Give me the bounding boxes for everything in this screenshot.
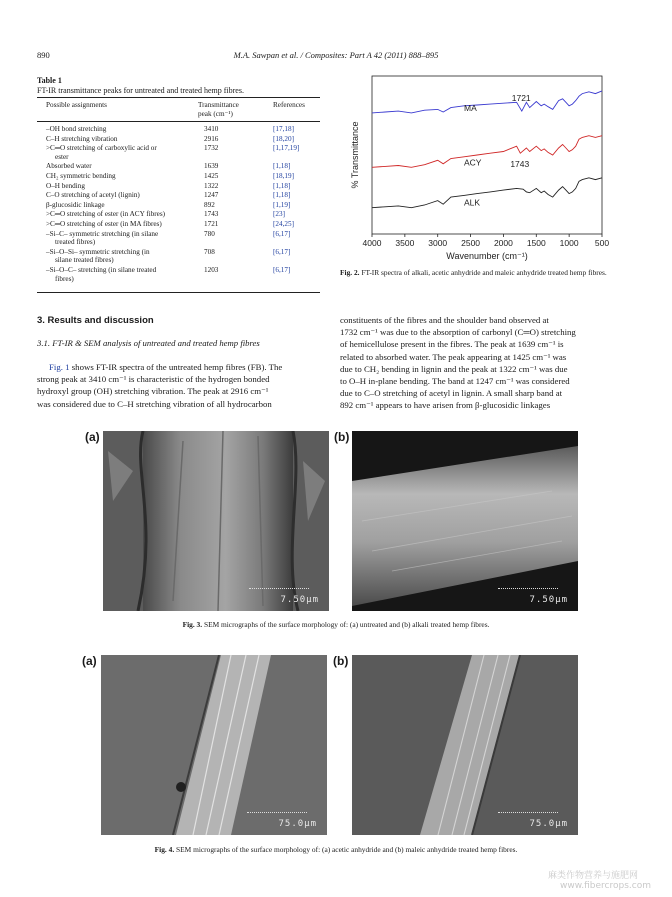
text-line-content: shows FT-IR spectra of the untreated hemp fibres (FB). The: [69, 362, 283, 372]
table-cell-assignment: CH₂ symmetric bending: [46, 172, 116, 180]
fig4-caption: [0, 845, 672, 855]
text-line: constituents of the fibres and the shoulder band observed at: [340, 315, 549, 325]
subsection-heading: 3.1. FT-IR & SEM analysis of untreated and treated hemp fibres: [37, 338, 260, 348]
table-cell-peak: 1247: [204, 191, 219, 200]
ftir-chart: [340, 70, 630, 266]
table-cell-peak: 1203: [204, 266, 219, 274]
table-header-assignments: Possible assignments: [46, 101, 107, 109]
table-cell-reference: [1,18]: [273, 191, 291, 200]
scale-bar: [249, 588, 309, 589]
table-cell-reference: [18,19]: [273, 172, 294, 180]
y-axis-label: % Transmittance: [350, 121, 360, 189]
table-cell-reference: [6,17]: [273, 247, 291, 256]
x-tick-label: 1500: [526, 238, 546, 248]
table-cell-reference: [6,17]: [273, 266, 291, 274]
scale-label-b: 7.50μm: [529, 595, 568, 605]
x-axis-label: Wavenumber (cm⁻¹): [446, 251, 528, 261]
table-cell-assignment-continued: ester: [55, 152, 69, 161]
text-line: [37, 373, 322, 385]
table-cell-peak: 708: [204, 247, 215, 256]
fig2-caption: [340, 268, 630, 278]
table-cell-peak: 1721: [204, 220, 219, 228]
table-cell-peak: 1743: [204, 210, 219, 219]
table-cell-assignment: C–H stretching vibration: [46, 134, 118, 143]
sem-image-maleic-anhydride: [352, 655, 578, 835]
table-cell-assignment-continued: treated fibres): [55, 238, 96, 247]
table-cell-peak: 892: [204, 200, 215, 209]
scale-bar: [498, 812, 558, 813]
scale-bar: [247, 812, 307, 813]
body-text-left: [37, 361, 322, 410]
table-header-rule: [37, 121, 320, 122]
series-label-ma: MA: [464, 102, 477, 113]
scale-bar: [498, 588, 558, 589]
text-line: 892 cm⁻¹ appears to have arisen from β-glucosidic linkages: [340, 400, 551, 411]
table-cell-peak: 1425: [204, 172, 219, 180]
x-tick-label: 500: [594, 238, 610, 248]
text-line: [37, 398, 322, 410]
table-cell-peak: 2916: [204, 134, 219, 143]
text-line-content: hydroxyl group (OH) stretching vibration. The peak at 2916 cm⁻¹: [37, 386, 269, 397]
table-cell-reference: [1,18]: [273, 162, 291, 171]
text-line: related to absorbed water. The peak appearing at 1425 cm⁻¹ was: [340, 351, 567, 362]
table-cell-assignment: –OH bond stretching: [46, 125, 107, 133]
table-cell-assignment: Absorbed water: [46, 162, 92, 171]
table-cell-assignment: >C═O stretching of ester (in ACY fibres): [46, 210, 166, 219]
table-cell-peak: 780: [204, 229, 215, 238]
table-cell-reference: [1,19]: [273, 200, 291, 209]
fig2-caption-text: FT-IR spectra of alkali, acetic anhydride and maleic anhydride treated hemp fibres.: [361, 268, 607, 277]
text-line: [37, 361, 322, 373]
table-cell-reference: [6,17]: [273, 229, 291, 238]
table-caption: FT-IR transmittance peaks for untreated and treated hemp fibres.: [37, 86, 244, 95]
table-cell-peak: 3410: [204, 125, 219, 133]
table-cell-reference: [24,25]: [273, 220, 294, 228]
peak-annotation-ma: 1721: [511, 93, 531, 104]
table-cell-assignment: –Si–C– symmetric stretching (in silane: [46, 229, 159, 238]
text-line: of hemicellulose present in the fibres. The peak at 1639 cm⁻¹ is: [340, 339, 564, 350]
x-tick-label: 3500: [395, 238, 415, 248]
text-line: 1732 cm⁻¹ was due to the absorption of carbonyl (C═O) stretching: [340, 327, 576, 338]
text-line-content: was considered due to C–H stretching vibration of all hydrocarbon: [37, 398, 272, 409]
text-line: [37, 385, 322, 397]
table-cell-assignment-continued: silane treated fibres): [55, 256, 114, 265]
series-label-alk: ALK: [464, 197, 481, 208]
series-line-alk: [372, 178, 602, 208]
table-label: Table 1: [37, 76, 62, 85]
series-label-acy: ACY: [464, 157, 482, 168]
table-cell-assignment-continued: fibres): [55, 274, 74, 283]
page-number: 890: [37, 50, 50, 60]
table-top-rule: [37, 97, 320, 98]
fig4-panel-label-b: (b): [333, 654, 349, 668]
text-line: to O–H in-plane bending. The band at 1247 cm⁻¹ was considered: [340, 376, 570, 387]
x-tick-label: 3000: [428, 238, 448, 248]
fig3-panel-label-b: (b): [334, 430, 350, 444]
x-tick-label: 2500: [461, 238, 481, 248]
text-line: due to C–O stretching of acetyl in lignin. A small sharp band at: [340, 388, 563, 399]
series-line-ma: [372, 91, 602, 113]
watermark-url: www.fibercrops.com: [560, 881, 651, 891]
table-cell-reference: [17,18]: [273, 125, 294, 133]
table-bottom-rule: [37, 292, 320, 293]
fig4-panel-label-a: (a): [82, 654, 97, 668]
table-cell-peak: 1732: [204, 144, 219, 153]
body-text-right: [340, 314, 625, 412]
fig3-panel-label-a: (a): [85, 430, 100, 444]
fig2-caption-label: Fig. 2.: [340, 268, 360, 277]
sem-image-acetic-anhydride: [101, 655, 327, 835]
fig4-caption-label: Fig. 4.: [154, 845, 175, 854]
table-cell-peak: 1639: [204, 162, 219, 171]
table-cell-assignment: –Si–O–Si– symmetric stretching (in: [46, 247, 150, 256]
table-cell-peak: 1322: [204, 181, 219, 190]
table-header-peak-1: Transmittance: [198, 101, 239, 109]
table-cell-reference: [23]: [273, 210, 285, 219]
watermark-chinese: 麻类作物营养与施肥网: [548, 871, 639, 881]
text-line: due to CH₂ bending in lignin and the peak at 1322 cm⁻¹ was due: [340, 363, 568, 374]
table-cell-assignment: >C═O stretching of ester (in MA fibres): [46, 220, 162, 228]
table-cell-assignment: β-glucosidic linkage: [46, 200, 105, 209]
scale-label-c: 75.0μm: [278, 819, 317, 829]
x-tick-label: 2000: [493, 238, 513, 248]
table-cell-reference: [1,18]: [273, 181, 291, 190]
table-header-peak-2: peak (cm⁻¹): [198, 110, 233, 118]
x-tick-label: 4000: [362, 238, 382, 248]
table-cell-reference: [1,17,19]: [273, 144, 300, 153]
text-line-content: strong peak at 3410 cm⁻¹ is characteristic of the hydrogen bonded: [37, 374, 270, 385]
sem-image-alkali: [352, 431, 578, 611]
series-line-acy: [372, 136, 602, 168]
table-cell-assignment: >C═O stretching of carboxylic acid or: [46, 144, 157, 153]
running-title: M.A. Sawpan et al. / Composites: Part A 42 (2011) 888–895: [233, 50, 439, 60]
table-cell-reference: [18,20]: [273, 134, 294, 143]
table-cell-assignment: O–H bending: [46, 181, 85, 190]
section-heading: 3. Results and discussion: [37, 315, 154, 326]
fig4-caption-text: SEM micrographs of the surface morphology of: (a) acetic anhydride and (b) maleic anhydride treated hemp fibres.: [176, 845, 518, 854]
scale-label-d: 75.0μm: [529, 819, 568, 829]
scale-label-a: 7.50μm: [280, 595, 319, 605]
fig3-caption-label: Fig. 3.: [182, 620, 203, 629]
figure-link[interactable]: Fig. 1: [49, 362, 70, 372]
fig3-caption-text: SEM micrographs of the surface morphology of: (a) untreated and (b) alkali treated hemp fibres.: [203, 620, 490, 629]
table-cell-assignment: C–O stretching of acetyl (lignin): [46, 191, 140, 200]
fig3-caption: [0, 620, 672, 630]
plot-frame: [372, 76, 602, 234]
table-cell-assignment: –Si–O–C– stretching (in silane treated: [46, 266, 157, 274]
x-tick-label: 1000: [559, 238, 579, 248]
peak-annotation-acy: 1743: [510, 159, 530, 170]
table-header-references: References: [273, 101, 305, 109]
sem-image-untreated: [103, 431, 329, 611]
